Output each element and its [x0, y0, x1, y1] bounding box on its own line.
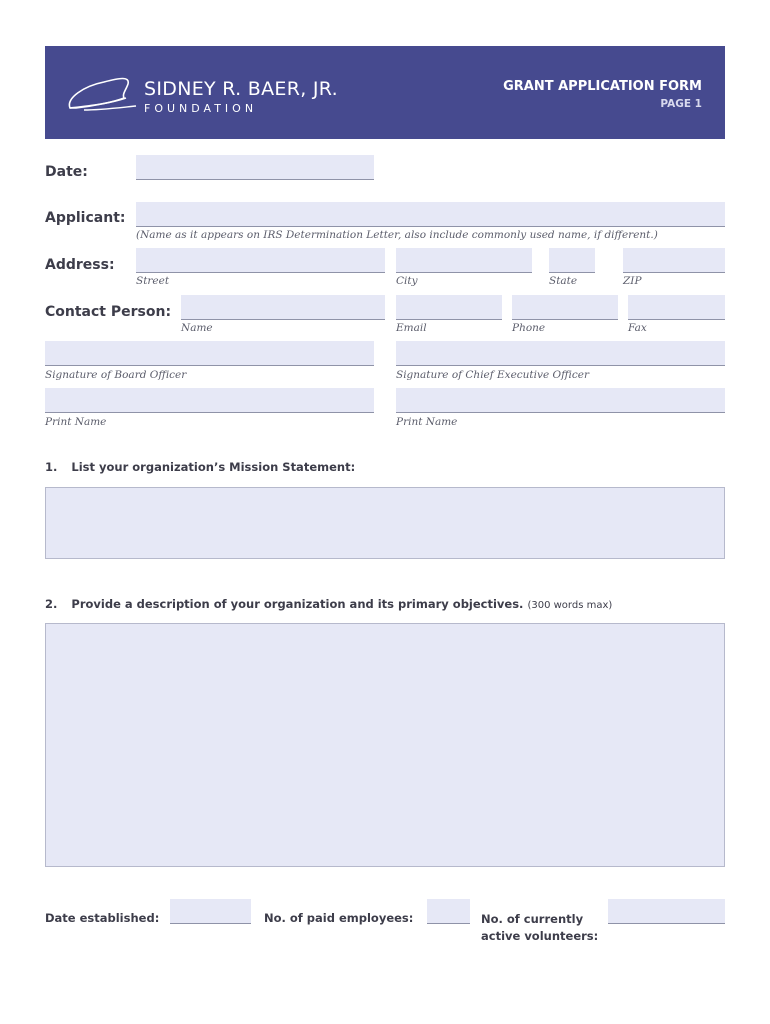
foundation-logo-icon — [64, 68, 140, 116]
email-hint: Email — [396, 322, 427, 334]
question-2-number: 2. — [45, 597, 58, 611]
volunteers-label-line-1: No. of currently — [481, 912, 584, 926]
contact-name-hint: Name — [181, 322, 213, 334]
mission-statement-textarea[interactable] — [45, 487, 725, 559]
page-number: PAGE 1 — [660, 98, 702, 110]
email-field[interactable] — [396, 295, 502, 320]
contact-person-label: Contact Person: — [45, 304, 172, 320]
question-2-note: (300 words max) — [527, 600, 613, 611]
question-1 — [45, 460, 355, 474]
ceo-signature-field[interactable] — [396, 341, 725, 366]
question-1-text: List your organization’s Mission Statement: — [71, 460, 356, 474]
date-field[interactable] — [136, 155, 374, 180]
date-established-label: Date established: — [45, 911, 160, 925]
ceo-signature-hint: Signature of Chief Executive Officer — [396, 369, 590, 381]
organization-description-textarea[interactable] — [45, 623, 725, 867]
question-2 — [45, 597, 612, 611]
date-label: Date: — [45, 164, 88, 180]
city-field[interactable] — [396, 248, 532, 273]
board-print-name-hint: Print Name — [45, 416, 107, 428]
state-hint: State — [549, 275, 578, 287]
ceo-print-name-field[interactable] — [396, 388, 725, 413]
fax-hint: Fax — [628, 322, 647, 334]
phone-field[interactable] — [512, 295, 618, 320]
org-subtitle: FOUNDATION — [144, 102, 258, 115]
zip-hint: ZIP — [623, 275, 642, 287]
contact-name-field[interactable] — [181, 295, 385, 320]
zip-field[interactable] — [623, 248, 725, 273]
paid-employees-label: No. of paid employees: — [264, 911, 414, 925]
volunteers-field[interactable] — [608, 899, 725, 924]
street-field[interactable] — [136, 248, 385, 273]
volunteers-label-line-2: active volunteers: — [481, 929, 599, 943]
applicant-label: Applicant: — [45, 210, 126, 226]
paid-employees-field[interactable] — [427, 899, 470, 924]
question-1-number: 1. — [45, 460, 58, 474]
question-2-text: Provide a description of your organization and its primary objectives. — [71, 597, 524, 611]
board-signature-field[interactable] — [45, 341, 374, 366]
address-label: Address: — [45, 257, 115, 273]
board-print-name-field[interactable] — [45, 388, 374, 413]
form-title: GRANT APPLICATION FORM — [503, 79, 702, 94]
city-hint: City — [396, 275, 418, 287]
board-signature-hint: Signature of Board Officer — [45, 369, 187, 381]
applicant-hint: (Name as it appears on IRS Determination Letter, also include commonly used name, if different.) — [136, 229, 658, 241]
volunteers-label — [481, 911, 598, 945]
state-field[interactable] — [549, 248, 595, 273]
ceo-print-name-hint: Print Name — [396, 416, 458, 428]
org-name: SIDNEY R. BAER, JR. — [144, 78, 338, 100]
phone-hint: Phone — [512, 322, 546, 334]
street-hint: Street — [136, 275, 170, 287]
date-established-field[interactable] — [170, 899, 251, 924]
applicant-field[interactable] — [136, 202, 725, 227]
fax-field[interactable] — [628, 295, 725, 320]
